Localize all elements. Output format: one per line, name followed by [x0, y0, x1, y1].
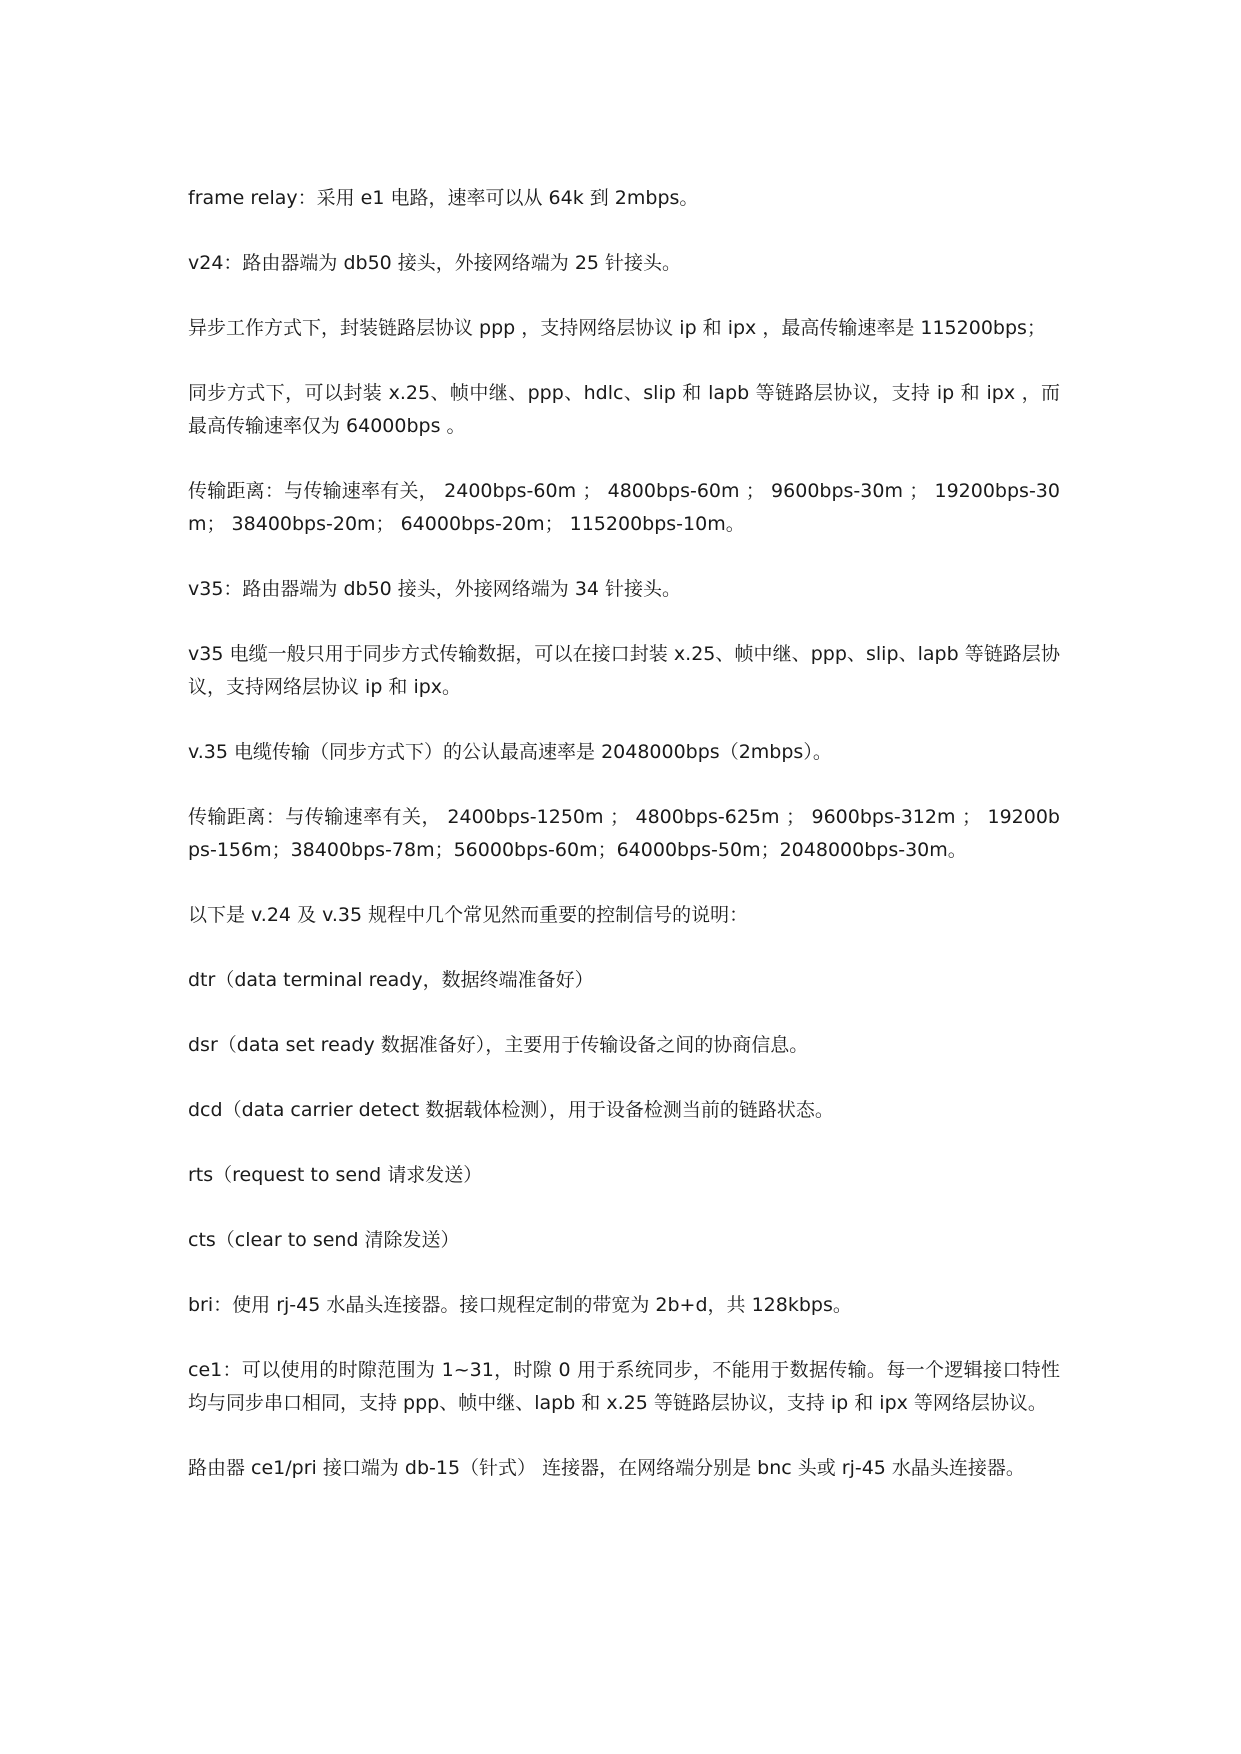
paragraph-dcd: dcd（data carrier detect 数据载体检测），用于设备检测当前的链路状态。 [188, 1099, 834, 1121]
paragraph-v24-connector: v24：路由器端为 db50 接头，外接网络端为 25 针接头。 [188, 252, 682, 274]
paragraph-frame-relay: frame relay：采用 e1 电路，速率可以从 64k 到 2mbps。 [188, 187, 699, 209]
paragraph-bri: bri：使用 rj-45 水晶头连接器。接口规程定制的带宽为 2b+d，共 128kbps。 [188, 1294, 852, 1316]
paragraph-v24-distance: 传输距离：与传输速率有关， 2400bps-60m ； 4800bps-60m ； 9600bps-30m ； 19200bps-30m； 38400bps-20m； 64000bps-20m； 115200bps-10m。 [188, 480, 1060, 535]
paragraph-v35-max-rate: v.35 电缆传输（同步方式下）的公认最高速率是 2048000bps（2mbps）。 [188, 741, 832, 763]
paragraph-async-mode: 异步工作方式下，封装链路层协议 ppp ，支持网络层协议 ip 和 ipx ，最高传输速率是 115200bps； [188, 317, 1046, 339]
document-body [188, 182, 1060, 1517]
paragraph-ce1-pri-connector: 路由器 ce1/pri 接口端为 db-15（针式） 连接器，在网络端分别是 bnc 头或 rj-45 水晶头连接器。 [188, 1457, 1025, 1479]
paragraph-sync-mode: 同步方式下，可以封装 x.25、帧中继、ppp、hdlc、slip 和 lapb 等链路层协议，支持 ip 和 ipx ，而最高传输速率仅为 64000bps 。 [188, 382, 1060, 437]
paragraph-cts: cts（clear to send 清除发送） [188, 1229, 460, 1251]
paragraph-rts: rts（request to send 请求发送） [188, 1164, 483, 1186]
paragraph-v35-distance: 传输距离：与传输速率有关， 2400bps-1250m ； 4800bps-625m ； 9600bps-312m ； 19200bps-156m；38400bps-78m；56000bps-60m；64000bps-50m；2048000bps-30m。 [188, 806, 1060, 861]
paragraph-v35-connector: v35：路由器端为 db50 接头，外接网络端为 34 针接头。 [188, 578, 682, 600]
paragraph-control-signals-intro: 以下是 v.24 及 v.35 规程中几个常见然而重要的控制信号的说明： [188, 904, 749, 926]
paragraph-dtr: dtr（data terminal ready，数据终端准备好） [188, 969, 594, 991]
paragraph-v35-cable: v35 电缆一般只用于同步方式传输数据，可以在接口封装 x.25、帧中继、ppp、slip、lapb 等链路层协议，支持网络层协议 ip 和 ipx。 [188, 643, 1060, 698]
paragraph-dsr: dsr（data set ready 数据准备好），主要用于传输设备之间的协商信息。 [188, 1034, 809, 1056]
paragraph-ce1: ce1：可以使用的时隙范围为 1~31，时隙 0 用于系统同步，不能用于数据传输。每一个逻辑接口特性均与同步串口相同，支持 ppp、帧中继、lapb 和 x.25 等链路层协议，支持 ip 和 ipx 等网络层协议。 [188, 1359, 1060, 1414]
